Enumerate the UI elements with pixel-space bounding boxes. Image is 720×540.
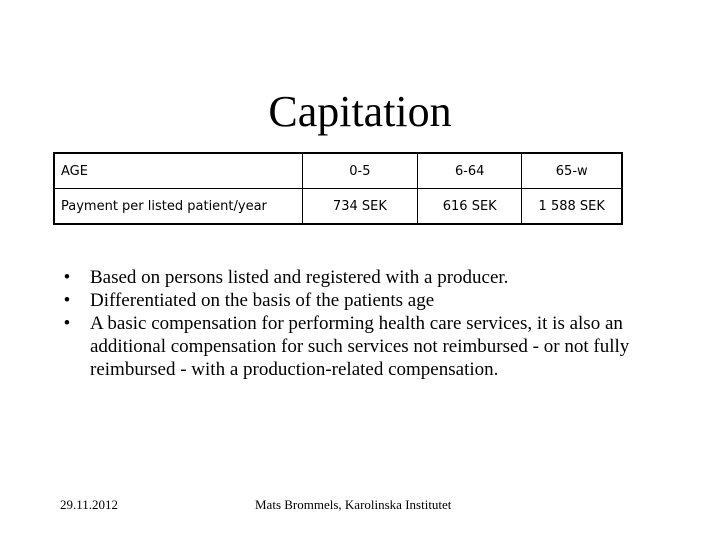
footer-author: Mats Brommels, Karolinska Institutet: [255, 497, 452, 512]
table-cell: 616 SEK: [418, 189, 522, 225]
table-row-age: [54, 153, 622, 189]
table-cell: AGE: [54, 153, 302, 189]
list-item: [60, 312, 660, 381]
table-cell: 734 SEK: [302, 189, 417, 225]
table-cell: 65-w: [522, 153, 622, 189]
bullet-list: [60, 266, 660, 381]
table-row-payment: [54, 189, 622, 225]
table-cell: 0-5: [302, 153, 417, 189]
footer-date: 29.11.2012: [60, 497, 119, 512]
bullet-icon: •: [63, 290, 71, 311]
slide-title: Capitation: [268, 87, 452, 136]
table-cell: Payment per listed patient/year: [54, 189, 302, 225]
list-item: [60, 289, 660, 312]
list-item-text: A basic compensation for performing health care services, it is also an additional compensation for such services not reimbursed - or not fully reimbursed - with a production-related compensation.: [90, 313, 630, 380]
table-cell: 1 588 SEK: [522, 189, 622, 225]
capitation-table: [53, 152, 623, 225]
list-item-text: Based on persons listed and registered with a producer.: [90, 267, 509, 288]
table-cell: 6-64: [418, 153, 522, 189]
list-item: [60, 266, 660, 289]
bullet-icon: •: [63, 267, 71, 288]
list-item-text: Differentiated on the basis of the patients age: [90, 290, 435, 311]
bullet-icon: •: [63, 313, 71, 334]
